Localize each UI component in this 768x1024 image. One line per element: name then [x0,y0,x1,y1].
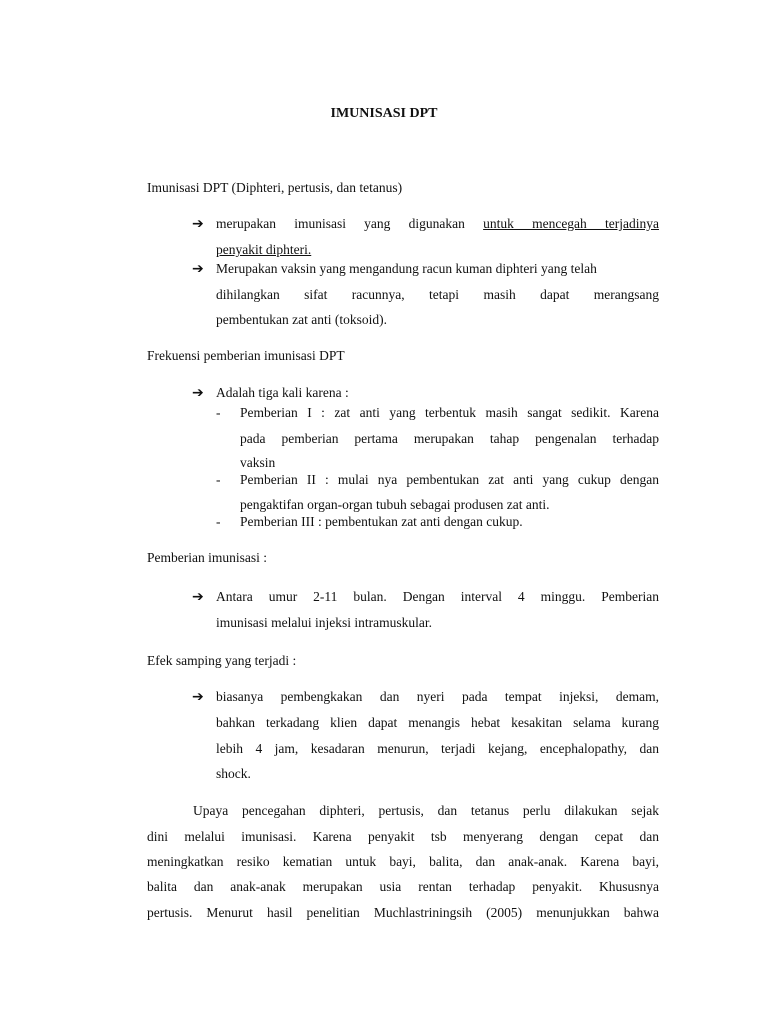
section2-dash2-line2: pengaktifan organ-organ tubuh sebagai produsen zat anti. [240,497,550,512]
paragraph-line5: pertusis. Menurut hasil penelitian Muchlastriningsih (2005) menunjukkan bahwa [147,905,659,920]
dash-marker: - [216,472,221,487]
section4-bullet-line2: bahkan terkadang klien dapat menangis hebat kesakitan selama kurang [216,715,659,730]
section1-bullet1-line2: penyakit diphteri. [216,242,312,257]
paragraph-line4: balita dan anak-anak merupakan usia rentan terhadap penyakit. Khususnya [147,879,659,894]
document-title: IMUNISASI DPT [330,106,438,121]
section3-bullet-line1: Antara umur 2-11 bulan. Dengan interval 4 minggu. Pemberian [216,589,659,604]
bullet1-underlined-text: untuk mencegah terjadinya [483,216,660,231]
section4-bullet-line1: biasanya pembengkakan dan nyeri pada tempat injeksi, demam, [216,689,659,704]
section1-heading: Imunisasi DPT (Diphteri, pertusis, dan tetanus) [147,180,403,195]
section1-bullet2-line3: pembentukan zat anti (toksoid). [216,312,387,327]
section3-bullet-line2: imunisasi melalui injeksi intramuskular. [216,615,432,630]
section4-bullet-line3: lebih 4 jam, kesadaran menurun, terjadi kejang, encephalopathy, dan [216,741,659,756]
arrow-bullet-icon: ➔ [192,216,204,232]
bullet1-plain-text: merupakan imunisasi yang digunakan [216,216,465,231]
section2-heading: Frekuensi pemberian imunisasi DPT [147,348,345,363]
paragraph-line1: Upaya pencegahan diphteri, pertusis, dan tetanus perlu dilakukan sejak [193,803,659,818]
section1-bullet1-line1 [216,216,659,232]
arrow-bullet-icon: ➔ [192,689,204,705]
arrow-bullet-icon: ➔ [192,589,204,605]
section1-bullet2-line2: dihilangkan sifat racunnya, tetapi masih dapat merangsang [216,287,659,302]
arrow-bullet-icon: ➔ [192,385,204,401]
paragraph-line3: meningkatkan resiko kematian untuk bayi, balita, dan anak-anak. Karena bayi, [147,854,659,869]
paragraph-line2: dini melalui imunisasi. Karena penyakit tsb menyerang dengan cepat dan [147,829,659,844]
section2-dash3-line1: Pemberian III : pembentukan zat anti dengan cukup. [240,514,523,529]
section4-heading: Efek samping yang terjadi : [147,653,297,668]
section1-bullet2-line1: Merupakan vaksin yang mengandung racun kuman diphteri yang telah [216,261,597,276]
section2-bullet: Adalah tiga kali karena : [216,385,349,400]
section2-dash2-line1: Pemberian II : mulai nya pembentukan zat anti yang cukup dengan [240,472,659,487]
section3-heading: Pemberian imunisasi : [147,550,267,565]
arrow-bullet-icon: ➔ [192,261,204,277]
section2-dash1-line3: vaksin [240,455,276,470]
dash-marker: - [216,514,221,529]
section2-dash1-line2: pada pemberian pertama merupakan tahap pengenalan terhadap [240,431,659,446]
dash-marker: - [216,405,221,420]
section4-bullet-line4: shock. [216,766,251,781]
section2-dash1-line1: Pemberian I : zat anti yang terbentuk masih sangat sedikit. Karena [240,405,659,420]
